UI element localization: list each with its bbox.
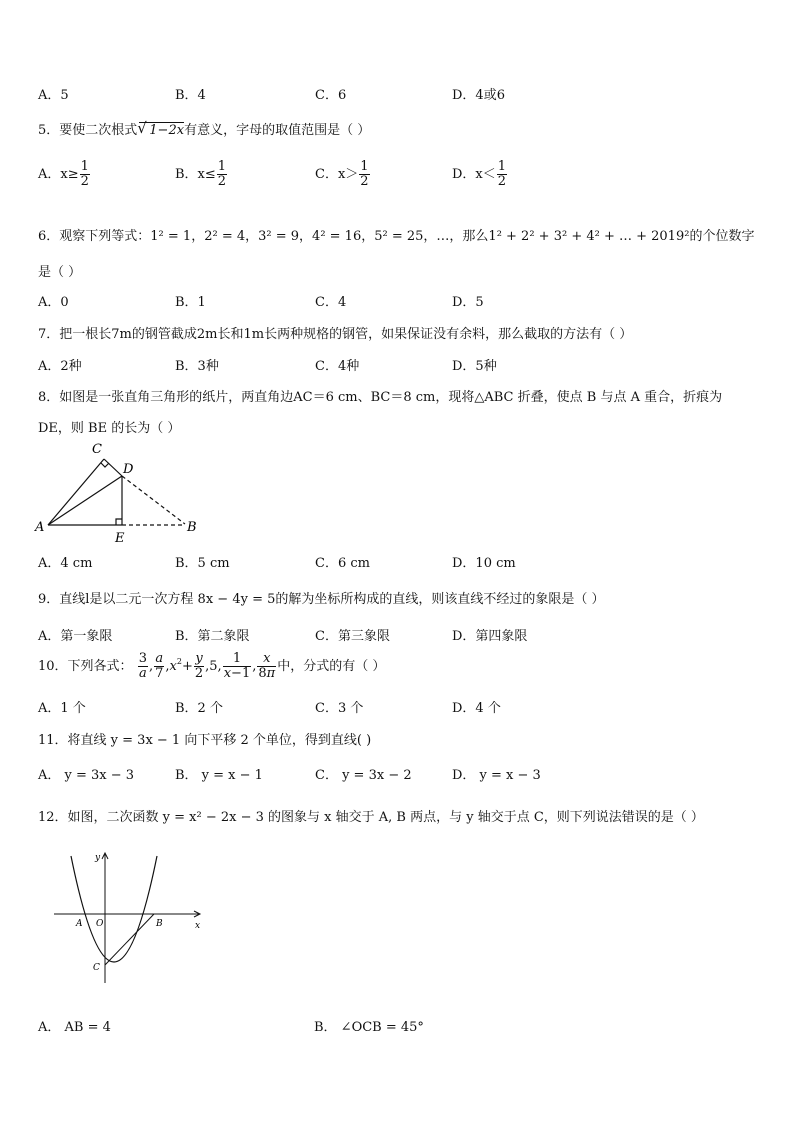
question-7: 7．把一根长7m的钢管截成2m长和1m长两种规格的钢管，如果保证没有余料，那么截取的方法有（ ） [38, 327, 633, 342]
q12-option-b: B． ∠OCB = 45° [314, 1020, 424, 1035]
q12-option-a: A． AB = 4 [38, 1020, 111, 1035]
question-12: 12．如图，二次函数 y = x² − 2x − 3 的图象与 x 轴交于 A, B 两点，与 y 轴交于点 C，则下列说法错误的是（ ） [38, 810, 704, 825]
q8-option-a: A．4 cm [38, 556, 93, 571]
q10-expr-1-over-x-1: $\frac{1}{x-1}$ [223, 651, 251, 681]
question-8-line1: 8．如图是一张直角三角形的纸片，两直角边AC＝6 cm、BC＝8 cm，现将△ABC 折叠，使点 B 与点 A 重合，折痕为 [38, 390, 723, 405]
q5-stem-post: 有意义，字母的取值范围是（ ） [184, 123, 371, 138]
q6-eq-5: 5² = 25，…，那么 [374, 229, 489, 244]
q6-option-b: B．1 [175, 295, 206, 310]
q8-option-d: D．10 cm [452, 556, 516, 571]
q6-option-d: D．5 [452, 295, 484, 310]
label-a: A [76, 919, 83, 929]
q6-stem-post: 的个位数字 [689, 229, 755, 244]
q10-expr-y-over-2: $\frac{y}{2}$ [194, 651, 204, 681]
q10-option-d: D．4 个 [452, 701, 501, 716]
segment-ad [48, 476, 122, 525]
q5-stem-pre: 5．要使二次根式 [38, 123, 138, 138]
right-angle-mark-e [116, 519, 122, 525]
q10-expr-a-over-7: $\frac{a}{7}$ [155, 651, 164, 681]
q10-expr-x-over-8pi: $\frac{x}{8\pi}$ [258, 651, 276, 681]
q11-option-d: D． y = x − 3 [452, 768, 541, 783]
q6-stem-line2: 是（ ） [38, 265, 82, 280]
q10-option-c: C．3 个 [315, 701, 364, 716]
label-c: C [92, 442, 102, 457]
label-o: O [96, 919, 104, 929]
q6-eq-2: 2² = 4， [204, 229, 259, 244]
q5-option-d: D．x＜ $\frac{1}{2}$ [452, 159, 507, 189]
dashed-db [122, 476, 185, 524]
q11-option-c: C． y = 3x − 2 [315, 768, 412, 783]
q12-parabola-figure [50, 848, 210, 988]
label-d: D [123, 462, 134, 477]
label-c: C [93, 963, 100, 973]
q8-triangle-figure [30, 438, 210, 548]
question-6 [38, 225, 754, 244]
side-ac [48, 459, 104, 525]
q10-expr-3-over-a: $\frac{3}{a}$ [138, 651, 147, 681]
q7-option-d: D．5种 [452, 359, 497, 374]
parabola-curve [71, 856, 157, 962]
q7-option-b: B．3种 [175, 359, 219, 374]
label-e: E [115, 531, 125, 546]
label-b: B [187, 520, 197, 535]
q6-option-c: C．4 [315, 295, 347, 310]
q4-option-c: C．6 [315, 88, 347, 103]
question-11: 11．将直线 y = 3x − 1 向下平移 2 个单位，得到直线( ) [38, 733, 372, 748]
q10-option-b: B．2 个 [175, 701, 223, 716]
q8-option-c: C．6 cm [315, 556, 370, 571]
y-axis-label: y [95, 853, 101, 863]
q10-option-a: A．1 个 [38, 701, 86, 716]
label-b: B [156, 919, 163, 929]
q7-option-a: A．2种 [38, 359, 82, 374]
question-5 [38, 119, 370, 138]
q4-option-b: B．4 [175, 88, 206, 103]
q6-sum: 1² + 2² + 3² + 4² + … + 2019² [488, 229, 690, 244]
q5-option-a: A．x≥ $\frac{1}{2}$ [38, 159, 89, 189]
q11-option-b: B． y = x − 1 [175, 768, 263, 783]
question-10: 10．下列各式： $\frac{3}{a}$ , $\frac{a}{7}$ $,x^2+$ $\frac{y}{2}$ ,5, $\frac{1}{x-1}$ , $\frac{x}{8\pi}$ 中，分式的有（ ） [38, 651, 386, 681]
q6-stem-pre: 6．观察下列等式： [38, 229, 151, 244]
q6-eq-1: 1² = 1， [150, 229, 205, 244]
segment-cb [105, 914, 154, 965]
question-9: 9．直线l是以二元一次方程 8x − 4y = 5的解为坐标所构成的直线，则该直线不经过的象限是（ ） [38, 592, 605, 607]
q10-expr-x2: $x^2$ [169, 657, 182, 674]
q9-option-d: D．第四象限 [452, 629, 528, 644]
label-a: A [35, 520, 45, 535]
q11-option-a: A． y = 3x − 3 [38, 768, 135, 783]
q9-option-b: B．第二象限 [175, 629, 250, 644]
q6-eq-3: 3² = 9， [258, 229, 313, 244]
q5-radical: √ 1−2x [139, 122, 184, 138]
q4-option-a: A．5 [38, 88, 69, 103]
q9-option-a: A．第一象限 [38, 629, 113, 644]
q8-option-b: B．5 cm [175, 556, 230, 571]
x-axis-label: x [195, 921, 201, 931]
q10-stem-pre: 10．下列各式： [38, 659, 133, 674]
q7-option-c: C．4种 [315, 359, 360, 374]
segment-cd [104, 459, 122, 476]
q10-stem-post: 中，分式的有（ ） [277, 659, 386, 674]
q4-option-d: D．4或6 [452, 88, 505, 103]
right-angle-mark-c [101, 463, 109, 467]
q9-option-c: C．第三象限 [315, 629, 390, 644]
q5-option-c: C．x＞ $\frac{1}{2}$ [315, 159, 369, 189]
q5-option-b: B．x≤ $\frac{1}{2}$ [175, 159, 227, 189]
q6-option-a: A．0 [38, 295, 69, 310]
question-8-line2: DE，则 BE 的长为（ ） [38, 421, 181, 436]
q6-eq-4: 4² = 16， [312, 229, 375, 244]
